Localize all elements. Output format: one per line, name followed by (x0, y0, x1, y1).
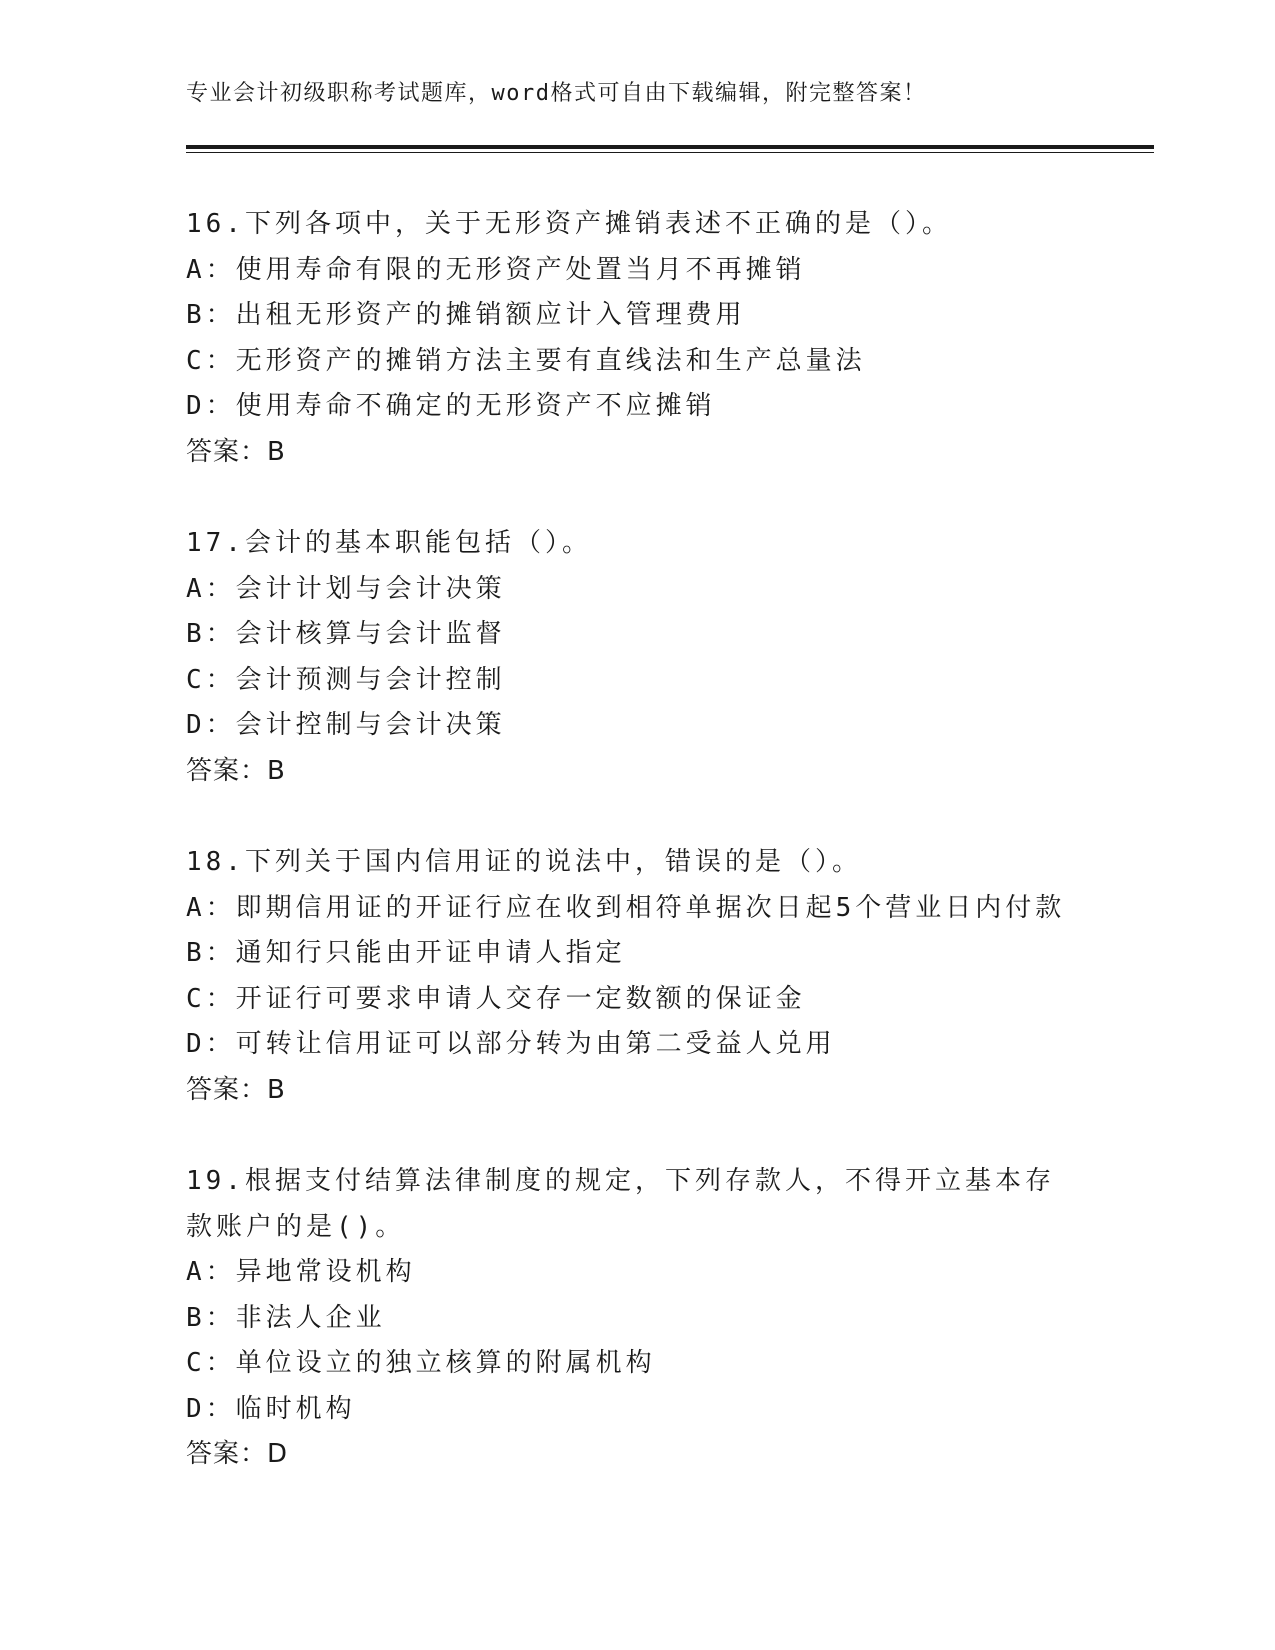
question-stem: 17.会计的基本职能包括（）。 (186, 528, 592, 558)
option-a: A：异地常设机构 (186, 1257, 416, 1287)
option-b: B：非法人企业 (186, 1302, 386, 1333)
option-a: A：使用寿命有限的无形资产处置当月不再摊销 (186, 254, 806, 285)
option-b: B：会计核算与会计监督 (186, 619, 506, 649)
answer: 答案：B (186, 1074, 286, 1105)
option-d: D：会计控制与会计决策 (186, 710, 506, 740)
option-c: C：开证行可要求申请人交存一定数额的保证金 (186, 983, 806, 1014)
question-stem: 19.根据支付结算法律制度的规定，下列存款人，不得开立基本存款账户的是()。 (186, 1166, 1055, 1242)
answer: 答案：B (186, 436, 286, 467)
question-block (186, 1159, 1086, 1478)
answer: 答案：D (186, 1439, 289, 1469)
question-block (186, 521, 1086, 794)
question-block (186, 840, 1086, 1113)
option-d: D：临时机构 (186, 1393, 356, 1424)
option-a: A：即期信用证的开证行应在收到相符单据次日起5个营业日内付款 (186, 892, 1066, 923)
answer: 答案：B (186, 755, 286, 786)
option-d: D：使用寿命不确定的无形资产不应摊销 (186, 391, 716, 421)
question-stem: 16.下列各项中，关于无形资产摊销表述不正确的是（）。 (186, 209, 952, 239)
option-c: C：单位设立的独立核算的附属机构 (186, 1348, 656, 1378)
option-c: C：会计预测与会计控制 (186, 664, 506, 695)
header-rule (186, 145, 1154, 149)
option-c: C：无形资产的摊销方法主要有直线法和生产总量法 (186, 345, 866, 376)
page-header: 专业会计初级职称考试题库，word格式可自由下载编辑，附完整答案！ (186, 81, 927, 106)
option-b: B：通知行只能由开证申请人指定 (186, 938, 626, 968)
question-stem: 18.下列关于国内信用证的说法中，错误的是（）。 (186, 847, 862, 877)
question-block (186, 202, 1086, 475)
option-a: A：会计计划与会计决策 (186, 573, 506, 604)
header-rule-thin (186, 152, 1154, 153)
option-d: D：可转让信用证可以部分转为由第二受益人兑用 (186, 1029, 836, 1059)
option-b: B：出租无形资产的摊销额应计入管理费用 (186, 300, 746, 330)
